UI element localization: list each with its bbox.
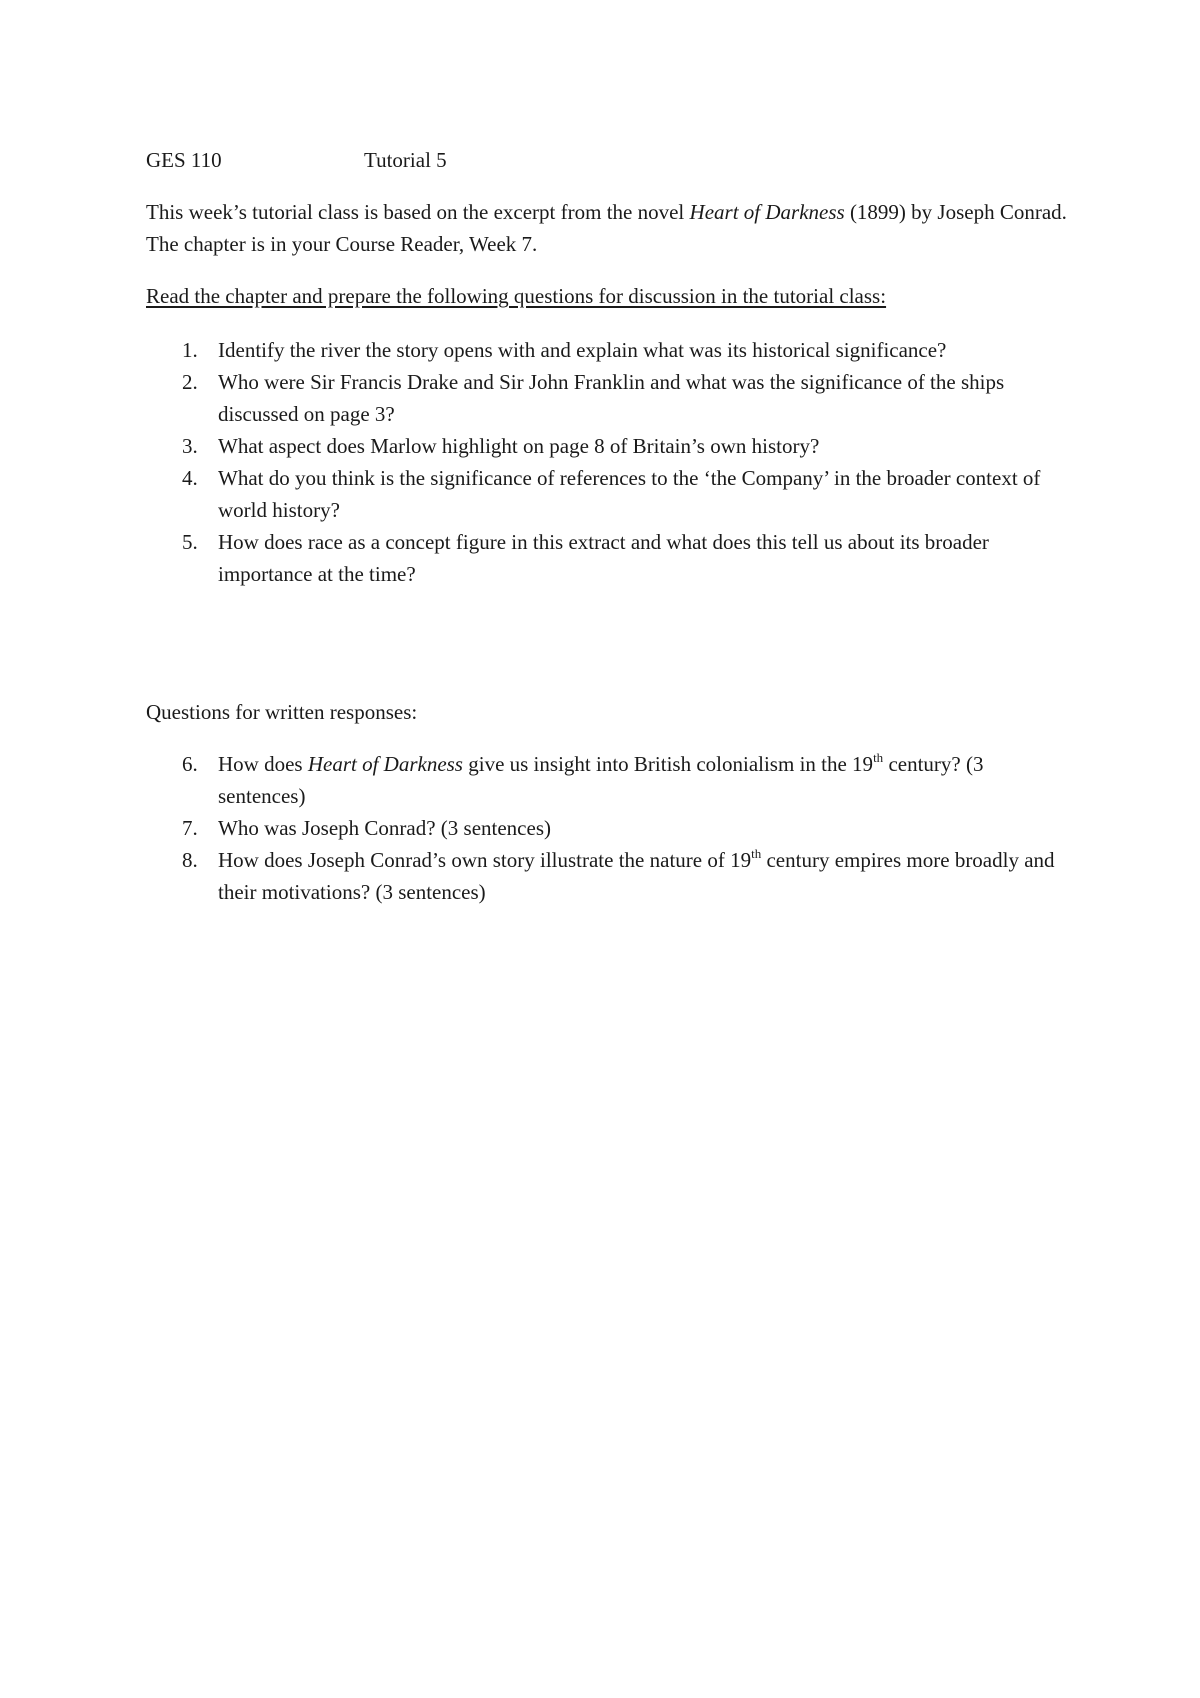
question-number: 6. bbox=[182, 752, 198, 776]
question-text: Who were Sir Francis Drake and Sir John Franklin and what was the significance of the ships discussed on page 3? bbox=[218, 370, 1005, 426]
discussion-question-list bbox=[146, 334, 1076, 590]
novel-title: Heart of Darkness bbox=[307, 752, 463, 776]
list-item bbox=[146, 430, 1076, 462]
written-responses-heading: Questions for written responses: bbox=[146, 700, 418, 724]
question-number: 2. bbox=[182, 370, 198, 394]
list-item bbox=[146, 748, 1076, 812]
list-item bbox=[146, 844, 1076, 908]
intro-text-end: (1899) by Joseph Conrad. The chapter is in your Course Reader, Week 7. bbox=[146, 200, 1067, 256]
question-text: Who was Joseph Conrad? (3 sentences) bbox=[218, 816, 551, 840]
question-number: 4. bbox=[182, 466, 198, 490]
ordinal-suffix: th bbox=[873, 750, 884, 765]
written-question-list bbox=[146, 748, 1076, 908]
intro-text-start: This week’s tutorial class is based on the excerpt from the novel bbox=[146, 200, 690, 224]
discussion-instruction: Read the chapter and prepare the following questions for discussion in the tutorial class: bbox=[146, 284, 887, 308]
list-item bbox=[146, 526, 1076, 590]
question-text-part: give us insight into British colonialism in the 19 bbox=[462, 752, 874, 776]
list-item bbox=[146, 366, 1076, 430]
question-number: 8. bbox=[182, 848, 198, 872]
ordinal-suffix: th bbox=[751, 846, 762, 861]
tutorial-number: Tutorial 5 bbox=[364, 148, 447, 172]
question-number: 5. bbox=[182, 530, 198, 554]
question-number: 3. bbox=[182, 434, 198, 458]
intro-paragraph bbox=[146, 196, 1076, 260]
question-text: What do you think is the significance of references to the ‘the Company’ in the broader context of world history? bbox=[218, 466, 1041, 522]
question-text-part: How does bbox=[218, 752, 308, 776]
question-number: 1. bbox=[182, 338, 198, 362]
list-item bbox=[146, 334, 1076, 366]
question-text: How does race as a concept figure in this extract and what does this tell us about its broader importance at the time? bbox=[218, 530, 989, 586]
novel-title: Heart of Darkness bbox=[689, 200, 845, 224]
question-text-part: century empires more broadly and their motivations? (3 sentences) bbox=[218, 848, 1055, 904]
question-text: Identify the river the story opens with and explain what was its historical significance? bbox=[218, 338, 947, 362]
question-text-part: century? (3 sentences) bbox=[218, 752, 984, 808]
question-text-part: How does Joseph Conrad’s own story illustrate the nature of 19 bbox=[218, 848, 752, 872]
list-item bbox=[146, 812, 1076, 844]
question-number: 7. bbox=[182, 816, 198, 840]
course-code: GES 110 bbox=[146, 148, 222, 172]
question-text: What aspect does Marlow highlight on page 8 of Britain’s own history? bbox=[218, 434, 820, 458]
document-header bbox=[146, 144, 1046, 176]
list-item bbox=[146, 462, 1076, 526]
